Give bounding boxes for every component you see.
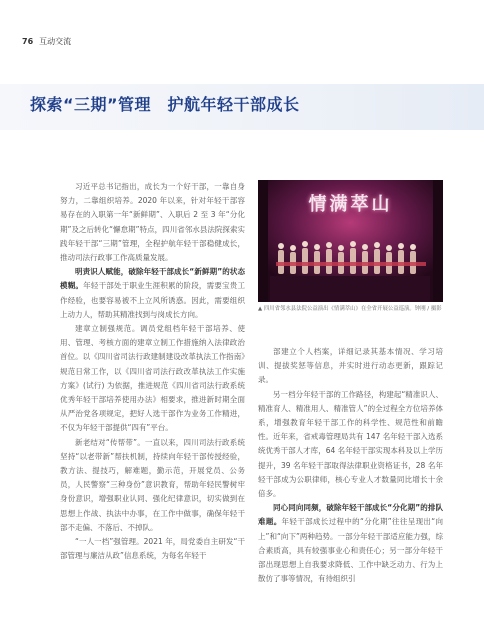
paragraph-lead: 明责识人赋能，破除年轻干部成长“新鲜期”的状态模糊。 xyxy=(60,267,245,291)
paragraph-text: 部建立个人档案，详细记录其基本情况、学习培训、提拔奖惩等信息，并实时进行动态更新，跟踪记录。 xyxy=(258,347,443,385)
article-title: 探索“三期”管理 护航年轻干部成长 xyxy=(30,95,300,114)
page-number: 76 xyxy=(22,37,34,46)
paragraph xyxy=(60,180,245,265)
right-column xyxy=(258,345,443,586)
paragraph xyxy=(258,345,443,388)
paragraph xyxy=(258,388,443,502)
performance-photo xyxy=(258,180,443,302)
paragraph-text: 另一档分年轻干部的工作路径，构建起“精准识人、精准育人、精准用人、精准管人”的全过程全方位培养体系，增强教育年轻干部工作的科学性、规范性和前瞻性。近年来，省戒毒管理局共有 147 名年轻干部入选系统优秀干部人才库，64 名年轻干部实现本科及以上学历提升，39 名年轻干部取得法律职业资格证书，28 名年轻干部成为公职律师，核心专业人才数量同比增长十余倍多。 xyxy=(258,389,443,499)
paragraph xyxy=(60,535,245,563)
left-column xyxy=(60,180,245,563)
running-header xyxy=(22,36,71,47)
paragraph xyxy=(258,501,443,586)
paragraph xyxy=(60,436,245,535)
paragraph-text: 年轻干部成长过程中的“分化期”往往呈现出“向上”和“向下”两种趋势。一部分年轻干部适应能力强，综合素质高，具有较强事业心和责任心；另一部分年轻干部出现思想上自我要求降低、工作中缺乏动力、行为上散仿了事等情况，有待组织引 xyxy=(258,517,444,584)
paragraph-text: 新老结对“传帮带”。一直以来，四川司法行政系统坚持“以老带新”帮扶机制，持续向年轻干部传授经验，教方法、提技巧，解难题，勤示范，开展党员、公务员，人民警察“三种身份”意识教育，帮助年轻民警树牢身份意识，增强职业认同、强化纪律意识，切实做到在思想上作战、执法中办事，在工作中做事，确保年轻干部不走偏、不落后、不掉队。 xyxy=(60,437,245,532)
paragraph-text: “一人一档”强管理。2021 年，局党委自主研发“干部管理与廉洁从政”信息系统，为每名年轻干 xyxy=(60,537,245,561)
photo-banner: 情满萃山 xyxy=(308,194,393,215)
paragraph-text: 年轻干部处于职业生涯积累的阶段，需要宝贵工作经验，也要容易被不上立风所诱惑。因此，需要组织上动力人，帮助其精准找到与岗成长方向。 xyxy=(60,281,246,319)
paragraph-lead: 同心同向同频，破除年轻干部成长“分化期”的排队难题。 xyxy=(258,503,443,527)
paragraph xyxy=(60,265,245,322)
photo-caption: ▲ 四川省邻水县法院公益演出《情满萃山》在全省开展公益巡演。钟刚 / 摄影 xyxy=(258,306,442,312)
paragraph-text: 习近平总书记指出，成长为一个好干部，一靠自身努力，二靠组织培养。2020 年以来，针对年轻干部容易存在的入职第一年“新鲜期”、入职后 2 至 3 年“分化期”及之后转化“懈怠期”特点，四川省邻水县法院探索实践年轻干部“三期”管理，全程护航年轻干部稳健成长，推动司法行政事工作高质量发展。 xyxy=(60,182,245,263)
paragraph xyxy=(60,322,245,436)
paragraph-text: 建章立制强规范。调员党组档年轻干部培养、使用、管理、考核方面的建章立制工作措施纳入法律政治首位。以《四川省司法行政建制建设改革执法工作指南》规范日常工作，以《四川省司法行政改革执法工作实施方案》(试行) 为依据，推进规范《四川省司法行政系统优秀年轻干部培养使用办法》相要求，推进新时期全面从严治党各项规定，把好人选干部作为业务工作精进，不仅为年轻干部提供“四有”平台。 xyxy=(60,324,245,433)
section-name: 互动交流 xyxy=(39,37,72,46)
